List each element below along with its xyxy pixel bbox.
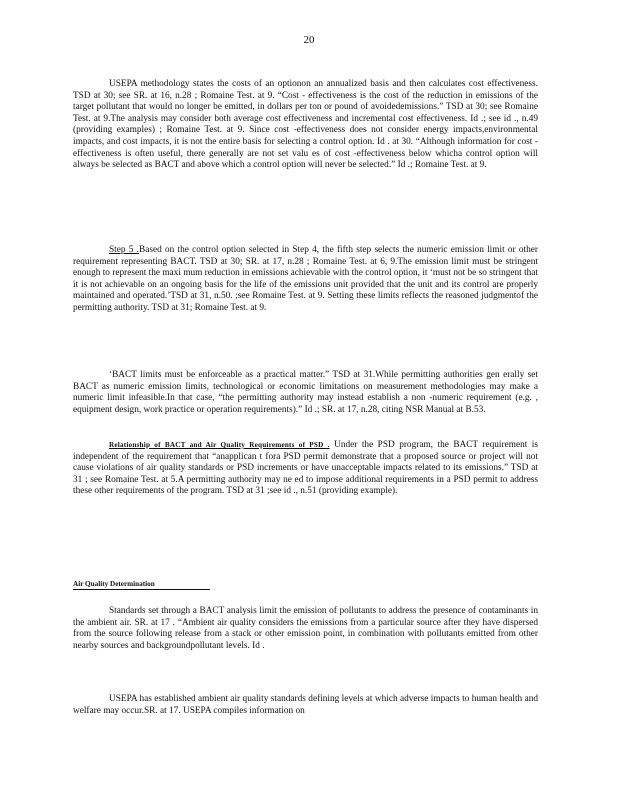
paragraph-standards: Standards set through a BACT analysis limit the emission of pollutants to address the presence of contaminants in the ambient air. SR. at 17 . “Ambient air quality considers the emissions from a particular source after they have dispersed from the source following release from a stack or other emission point, in combination with pollutants emitted from other nearby sources and backgroundpollutant levels. Id . xyxy=(73,606,538,651)
paragraph-cost-effectiveness: USEPA methodology states the costs of an optionon an annualized basis and then calculates cost effectiveness. TSD at 30; see SR. at 16, n.28 ; Romaine Test. at 9. “Cost - effectiveness is the cost of the reduction in emissions of the target pollutant that would no longer be emitted, in dollars per ton or pound of avoidedemissions.” TSD at 30; see Romaine Test. at 9.The analysis may consider both average cost effectiveness and incremental cost effectiveness. Id .; see id ., n.49 (providing examples) ; Romaine Test. at 9. Since cost -effectiveness does not consider energy impacts,environmental impacts, and cost impacts, it is not the entire basis for selecting a control option. Id . at 30. “Although information for cost - effectiveness is often useful, there generally are not set valu es of cost -effectiveness below whicha control option will always be selected as BACT and above which a control option will never be selected.” Id .; Romaine Test. at 9. xyxy=(73,79,538,171)
paragraph-step-5 xyxy=(73,245,538,315)
page-number: 20 xyxy=(303,34,315,46)
paragraph-enforceable: ‘BACT limits must be enforceable as a practical matter.” TSD at 31.While permitting authorities gen erally set BACT as numeric emission limits, technological or economic limitations on measurement methodologies may make a numeric limit infeasible.In that case, “the permitting authority may instead establish a non -numeric requirement (e.g. , equipment design, work practice or operation requirements).” Id .; SR. at 17, n.28, citing NSR Manual at B.53. xyxy=(73,370,538,415)
relationship-text: Under the PSD program, the BACT requirement is independent of the requirement that “anapplican t fora PSD permit demonstrate that a proposed source or project will not cause violations of air quality standards or PSD increments or have unacceptable impacts related to its emissions.” TSD at 31 ; see Romaine Test. at 5.A permitting authority may ne ed to impose additional requirements in a PSD permit to address these other requirements of the program. TSD at 31 ;see id ., n.51 (providing example). xyxy=(73,440,539,497)
relationship-heading: Relationship of BACT and Air Quality Requirements of PSD . xyxy=(109,441,330,449)
step-5-label: Step 5 . xyxy=(109,245,139,255)
section-heading-air-quality: Air Quality Determination xyxy=(73,580,210,590)
step-5-text: Based on the control option selected in Step 4, the fifth step selects the numeric emission limit or other requirement representing BACT. TSD at 30; SR. at 17, n.28 ; Romaine Test. at 6, 9.The emission limit must be stringent enough to represent the maxi mum reduction in emissions achievable with the control option, it ‘must not be so stringent that it is not achievable on an ongoing basis for the life of the emissions unit provided that the unit and its control are properly maintained and operated.’TSD at 31, n.50. ;see Romaine Test. at 9. Setting these limits reflects the reasoned judgmentof the permitting authority. TSD at 31; Romaine Test. at 9. xyxy=(73,245,539,313)
paragraph-usepa: USEPA has established ambient air quality standards defining levels at which adverse impacts to human health and welfare may occur.SR. at 17. USEPA compiles information on xyxy=(73,694,538,716)
paragraph-relationship xyxy=(73,440,538,498)
